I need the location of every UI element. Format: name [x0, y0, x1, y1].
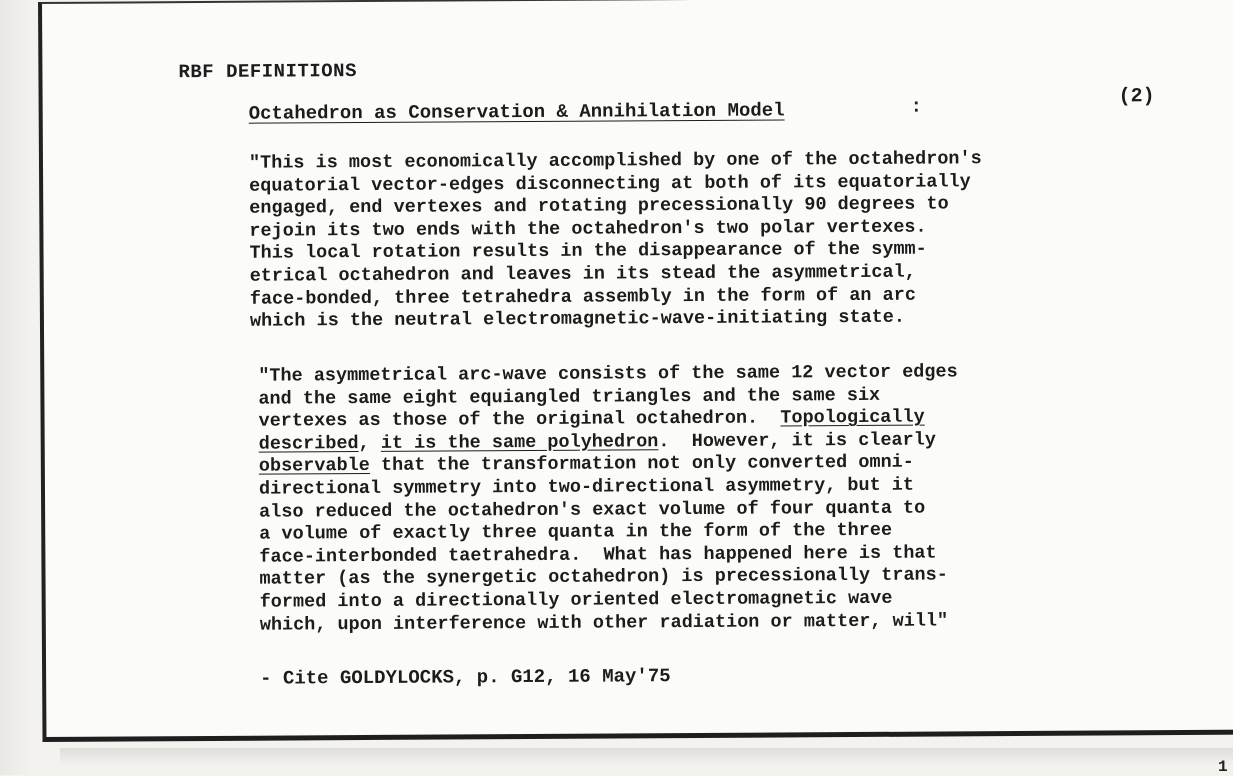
- index-card: [38, 0, 1233, 742]
- quote-line: "This is most economically accomplished by one of the octahedron's: [248, 148, 982, 174]
- citation: - Cite GOLDYLOCKS, p. G12, 16 May'75: [260, 665, 671, 690]
- underlined-text: observable: [258, 455, 370, 478]
- quote-paragraph-2: [258, 361, 959, 636]
- underlined-text: described: [258, 432, 359, 455]
- quote-line: This local rotation results in the disappearance of the symm-: [249, 238, 927, 265]
- card-shadow: [60, 748, 1233, 766]
- quote-line: engaged, end vertexes and rotating precessionally 90 degrees to: [249, 193, 949, 219]
- quote-line: directional symmetry into two-directional asymmetry, but it: [258, 474, 915, 500]
- underlined-text: Topologically: [780, 406, 925, 429]
- quote-line: vertexes as those of the original octahedron.: [258, 407, 781, 432]
- quote-line: a volume of exactly three quanta in the form of the three: [259, 519, 893, 545]
- quote-line: etrical octahedron and leaves in its stead the asymmetrical,: [249, 261, 916, 287]
- quote-line: matter (as the synergetic octahedron) is precessionally trans-: [259, 564, 948, 591]
- quote-text: that the transformation not only converted omni-: [369, 452, 914, 477]
- quote-line: also reduced the octahedron's exact volume of four quanta to: [259, 497, 926, 523]
- quote-text: ,: [358, 432, 381, 454]
- quote-line: which is the neutral electromagnetic-wave-initiating state.: [249, 306, 906, 332]
- quote-line: rejoin its two ends with the octahedron's two polar vertexes.: [249, 216, 927, 242]
- subtitle-colon: :: [910, 95, 923, 118]
- quote-line: "The asymmetrical arc-wave consists of the same 12 vector edges: [258, 361, 958, 387]
- quote-text: . However, it is clearly: [658, 429, 936, 452]
- underlined-text: it is the same polyhedron: [380, 430, 659, 454]
- quote-line: formed into a directionally oriented electromagnetic wave: [259, 587, 893, 613]
- quote-paragraph-1: [249, 148, 983, 333]
- quote-line: face-bonded, three tetrahedra assembly in the form of an arc: [249, 284, 916, 310]
- quote-line: and the same eight equiangled triangles and the same six: [258, 384, 881, 410]
- page-mark: 1: [1218, 758, 1228, 776]
- card-heading: RBF DEFINITIONS: [178, 60, 358, 84]
- scan-margin: [0, 0, 36, 775]
- quote-line: equatorial vector-edges disconnecting at both of its equatorially: [249, 170, 971, 197]
- card-number: (2): [1118, 85, 1155, 109]
- quote-line: face-interbonded taetrahedra. What has happened here is that: [259, 542, 937, 568]
- card-subtitle: Octahedron as Conservation & Annihilation Model: [248, 99, 785, 125]
- quote-line: which, upon interference with other radiation or matter, will": [259, 609, 949, 636]
